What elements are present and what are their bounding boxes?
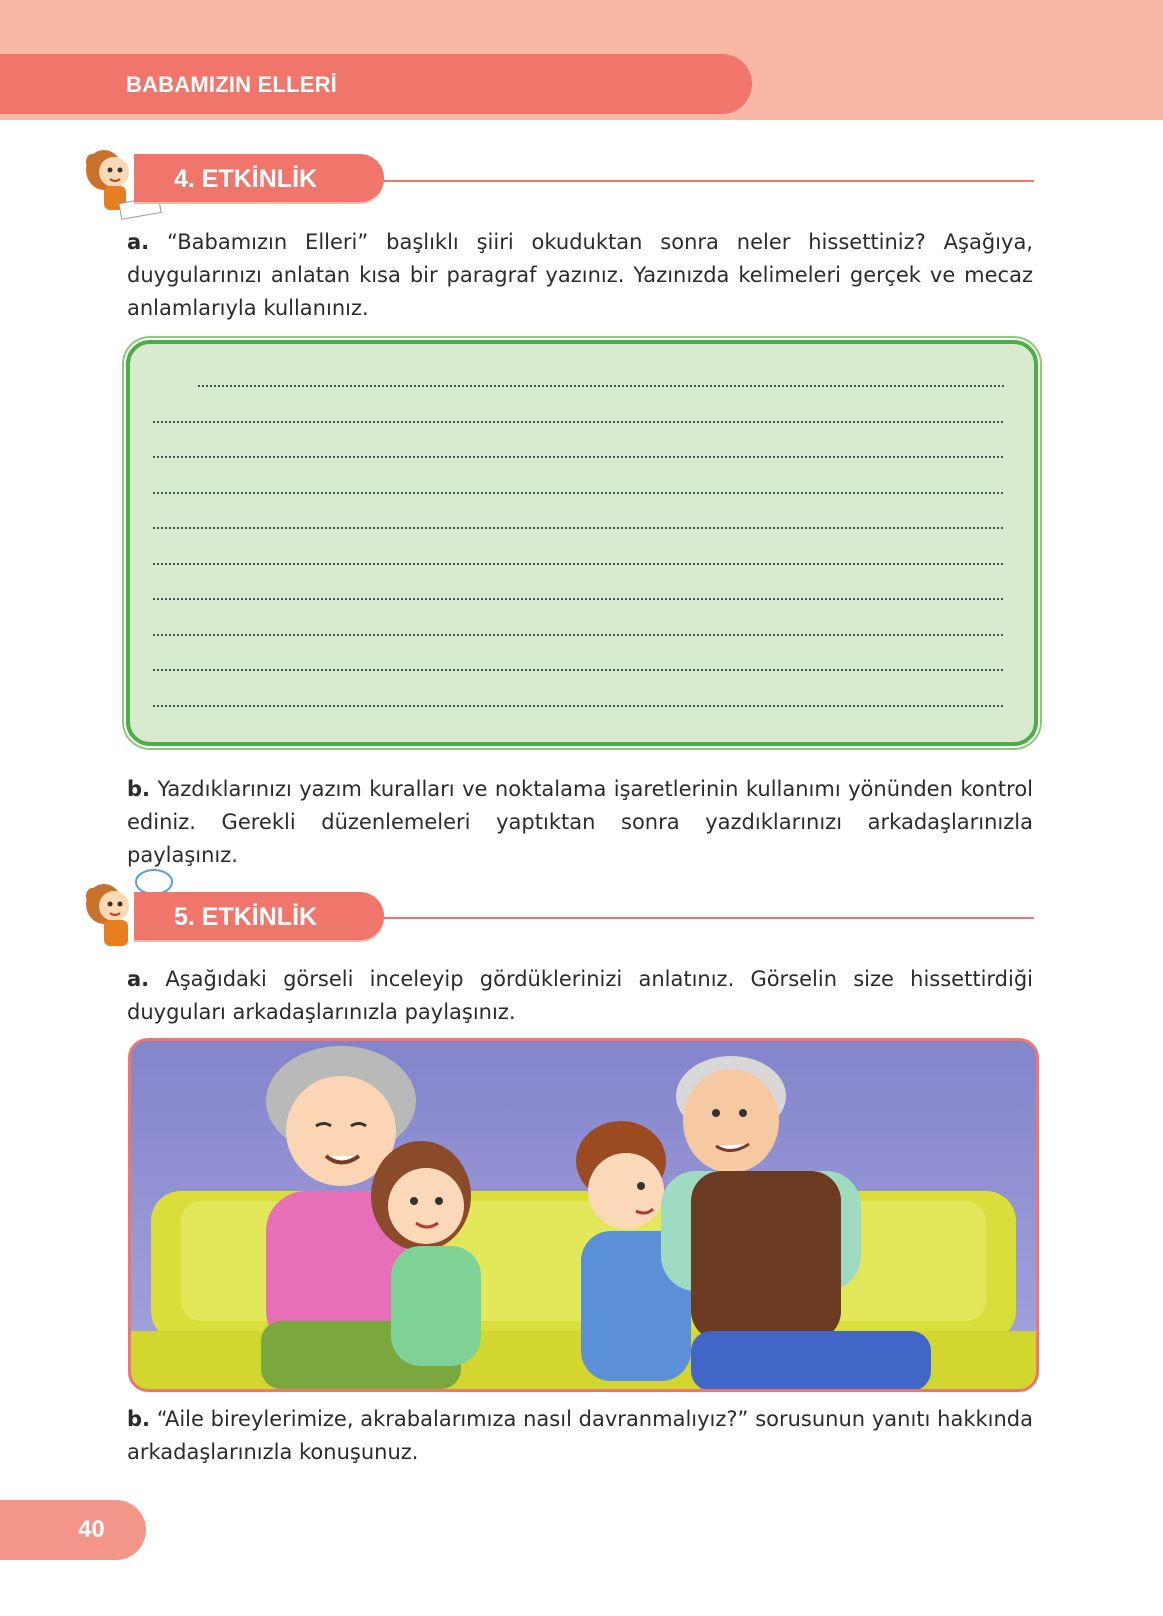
activity4-divider — [384, 180, 1034, 182]
writing-line[interactable] — [152, 456, 1004, 458]
activity5-title: 5. ETKİNLİK — [174, 903, 318, 931]
question-a-text: Aşağıdaki görseli inceleyip gördüklerinizi anlatınız. Görselin size hissettirdiği duyguları arkadaşlarınızla paylaşınız. — [127, 967, 1033, 1024]
question-b-label: b. — [127, 1407, 151, 1431]
page-number: 40 — [78, 1516, 105, 1543]
question-a-label: a. — [127, 230, 150, 254]
writing-line[interactable] — [197, 385, 1004, 387]
family-illustration — [128, 1038, 1039, 1392]
question-a-label: a. — [127, 967, 150, 991]
activity5-question-a — [127, 963, 1033, 1029]
activity4-title: 4. ETKİNLİK — [174, 165, 318, 193]
question-a-text: “Babamızın Elleri” başlıklı şiiri okuduktan sonra neler hissettiniz? Aşağıya, duygularınızı anlatan kısa bir paragraf yazınız. Yazınızda kelimeleri gerçek ve mecaz anlamlarıyla kullanınız. — [127, 230, 1033, 320]
activity5-divider — [384, 917, 1034, 919]
activity4-question-b — [127, 773, 1033, 872]
writing-line[interactable] — [152, 492, 1004, 494]
writing-line[interactable] — [152, 669, 1004, 671]
question-b-text: Yazdıklarınızı yazım kuralları ve noktalama işaretlerinin kullanımı yönünden kontrol ediniz. Gerekli düzenlemeleri yaptıktan sonra yazdıklarınızı arkadaşlarınızla paylaşınız. — [127, 777, 1033, 867]
family-scene-image — [131, 1041, 1036, 1389]
question-b-text: “Aile bireylerimize, akrabalarımıza nasıl davranmalıyız?” sorusunun yanıtı hakkında arkadaşlarınızla konuşunuz. — [127, 1407, 1033, 1464]
page-number-tab — [0, 1500, 146, 1560]
writing-line[interactable] — [152, 705, 1004, 707]
unit-title: BABAMIZIN ELLERİ — [126, 72, 337, 97]
activity4-question-a — [127, 226, 1033, 325]
writing-line[interactable] — [152, 634, 1004, 636]
writing-line[interactable] — [152, 421, 1004, 423]
question-b-label: b. — [127, 777, 151, 801]
writing-line[interactable] — [152, 598, 1004, 600]
activity5-question-b — [127, 1403, 1033, 1469]
writing-area[interactable] — [126, 340, 1038, 746]
header-pill — [0, 54, 752, 114]
writing-line[interactable] — [152, 527, 1004, 529]
writing-line[interactable] — [152, 563, 1004, 565]
